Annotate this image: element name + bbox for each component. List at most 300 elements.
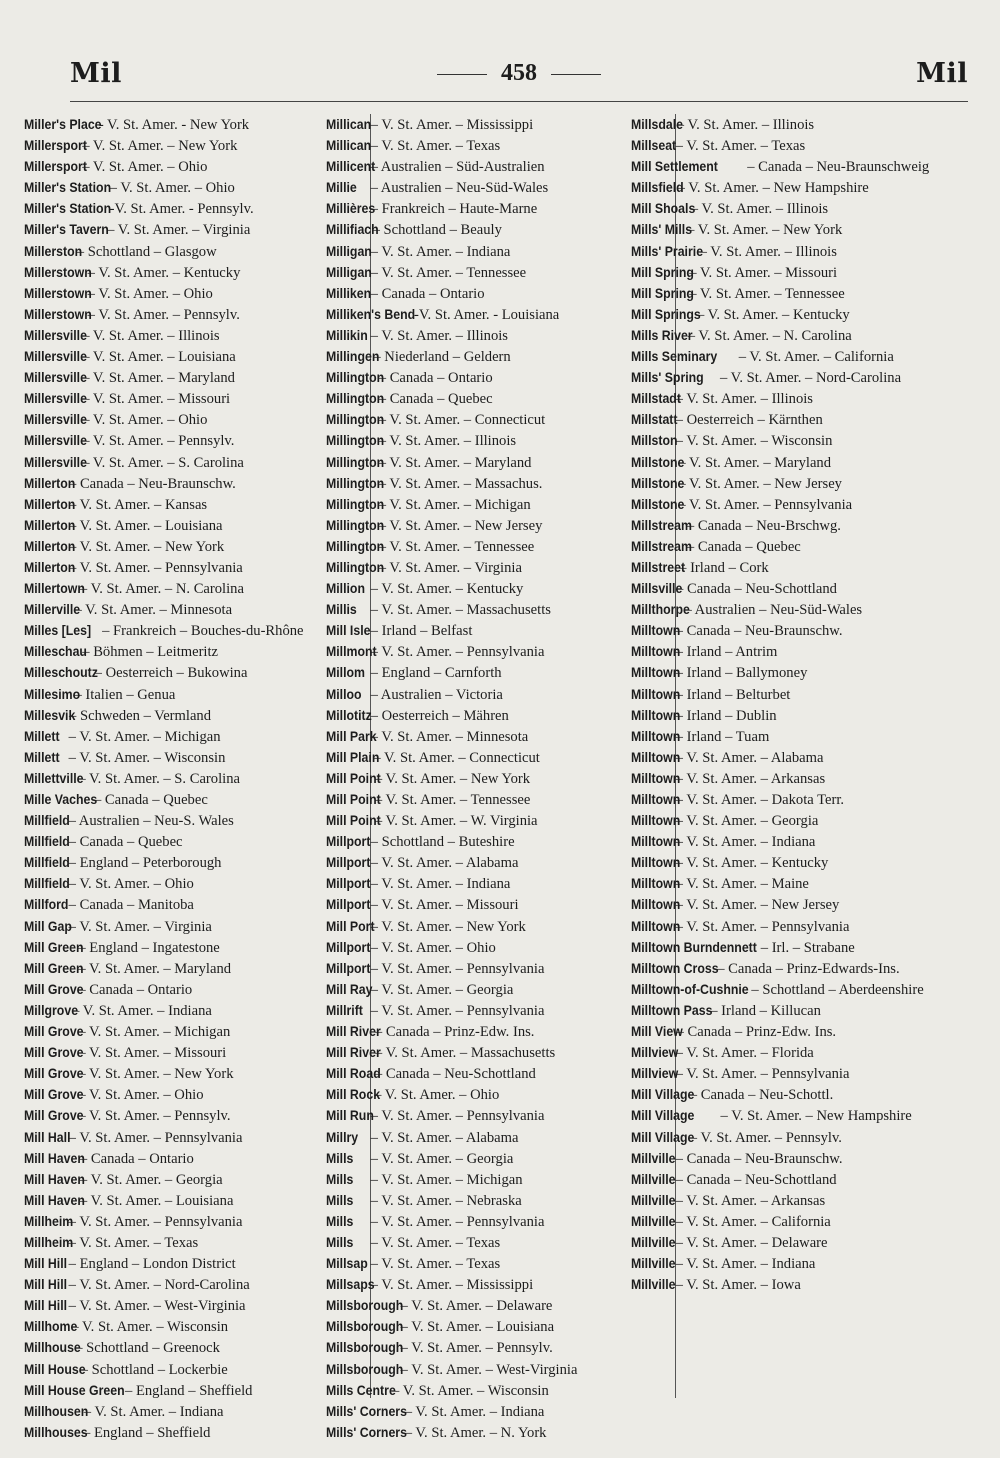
entry-location: – Irland – Belturbet [675,686,791,703]
entry-location: – Australien – Neu-Süd-Wales [370,180,549,197]
entry-location: -V. St. Amer. - Pennsylv. [109,201,254,218]
entry-location: – Schottland – Glasgow [76,243,217,260]
entry-headword: Milltown Burndennett [630,938,757,955]
entry-location: – V. St. Amer. – New York [82,138,238,155]
entry-headword: Mill River [325,1044,381,1061]
gazetteer-entry [630,1021,982,1042]
gazetteer-entry: Millotitz – Oesterreich – Mähren [325,706,509,724]
entry-location: – Canada – Quebec [68,834,183,851]
entry-location: – V. St. Amer. – Maryland [678,454,832,471]
entry-location: – V. St. Amer. – Ohio [82,412,208,429]
entry-headword: Millgrove [23,1001,79,1018]
entry-location: – V. St. Amer. – Michigan [68,728,221,745]
running-head-left: Mil [70,58,122,89]
entry-location: – V. St. Amer. – Indiana [404,1403,545,1420]
entry-location: – Irland – Antrim [675,644,778,661]
entry-headword: Millesimo [23,685,81,702]
gazetteer-entry: Mills – V. St. Amer. – Georgia [325,1149,514,1167]
entry-location: – Schweden – Vermland [69,707,212,724]
entry-location: – Schottland – Buteshire [370,834,515,851]
gazetteer-entry: Mill Gap – V. St. Amer. – Virginia [23,917,212,935]
entry-headword: Mill Grove [23,1065,84,1082]
gazetteer-entry: Millville – V. St. Amer. – Delaware [630,1233,828,1251]
gazetteer-entry: Milltown – Irland – Antrim [630,643,778,661]
gazetteer-entry: Millfield – V. St. Amer. – Ohio [23,875,194,893]
entry-headword: Millhome [23,1318,78,1335]
entry-headword: Millerville [23,601,81,618]
entry-location: – V. St. Amer. – California [675,1213,831,1230]
entry-location: – Niederland – Geldern [373,349,511,366]
entry-headword: Millington [325,390,385,407]
entry-location: – Frankreich – Bouches-du-Rhône [102,623,304,640]
entry-location: – V. St. Amer. – New Hampshire [720,1108,912,1125]
entry-headword: Millerstown [23,284,92,301]
entry-headword: Mill Village [630,1128,695,1145]
gazetteer-entry: Millsap – V. St. Amer. – Texas [325,1255,501,1273]
entry-location: – V. St. Amer. – Indiana [675,1256,816,1273]
entry-location: – England – Carnforth [370,665,502,682]
entry-location: – Schottland – Beauly [372,222,502,239]
entry-headword: Millersville [23,390,87,407]
entry-location: – England – Sheffield [83,1424,211,1441]
entry-headword: Mill Shoals [630,200,696,217]
entry-headword: Milleschoutz [23,664,98,681]
entry-location: – V. St. Amer. – Wisconsin [675,433,833,450]
gazetteer-entry: Mill Ray – V. St. Amer. – Georgia [325,980,514,998]
entry-headword: Millington [325,537,385,554]
entry-location: – V. St. Amer. – Nord-Carolina [68,1277,250,1294]
entry-headword: Millerston [23,242,83,259]
entry-location: – V. St. Amer. – New Jersey [678,475,842,492]
entry-headword: Mill Spring [630,263,694,280]
entry-headword: Millersport [23,158,87,175]
gazetteer-entry: Millmont – V. St. Amer. – Pennsylvania [325,643,545,661]
gazetteer-entry [630,937,982,958]
gazetteer-entry: Mill Run – V. St. Amer. – Pennsylvania [325,1107,545,1125]
entry-location: – Böhmen – Leitmeritz [82,644,219,661]
entry-location: – V. St. Amer. – Ohio [68,876,194,893]
entry-location: – V. St. Amer. – Michigan [370,1171,523,1188]
entry-location: – V. St. Amer. – New York [374,770,531,787]
entry-headword: Millhouses [23,1423,88,1440]
entry-location: – V. St. Amer. – Kentucky [675,855,829,872]
entry-headword: Millsfield [630,179,684,196]
entry-headword: Mills River [630,326,693,343]
entry-location: – V. St. Amer. – Pennsylv. [82,433,235,450]
entry-location: – V. St. Amer. – S. Carolina [78,770,240,787]
gazetteer-entry: Milltown – V. St. Amer. – Georgia [630,812,819,830]
entry-location: – Schottland – Lockerbie [80,1361,228,1378]
gazetteer-entry: Millville – V. St. Amer. – California [630,1212,831,1230]
entry-headword: Millington [325,516,385,533]
entry-location: – V. St. Amer. – Indiana [83,1403,224,1420]
gazetteer-entry [630,1127,982,1148]
gazetteer-entry: Millston – V. St. Amer. – Wisconsin [630,432,833,450]
entry-headword: Milles [Les] [23,622,92,639]
entry-location: – V. St. Amer. – Wisconsin [68,749,226,766]
entry-headword: Mills' Corners [325,1402,407,1419]
entry-headword: Millstone [630,474,685,491]
gazetteer-entry [630,1105,982,1126]
entry-headword: Mille Vaches [23,791,98,807]
gazetteer-entry: Mill Hill – V. St. Amer. – West-Virginia [23,1297,246,1315]
entry-location: – Canada – Quebec [686,538,801,555]
entry-location: – V. St. Amer. – Illinois [676,117,815,133]
entry-headword: Mill Spring [630,284,694,301]
entry-headword: Millersville [23,326,87,343]
gazetteer-entry: Mill Hall – V. St. Amer. – Pennsylvania [23,1128,243,1146]
entry-headword: Millstone [630,495,685,512]
entry-location: – V. St. Amer. – Ohio [78,1087,204,1104]
gazetteer-entry [630,515,982,536]
entry-headword: Millsborough [325,1297,404,1314]
entry-location: – V. St. Amer. – New York [370,918,526,935]
entry-headword: Millstreet [630,558,686,575]
gazetteer-entry [630,452,982,473]
entry-location: – Canada – Quebec [93,792,208,808]
gazetteer-entry: Millom – England – Carnforth [325,664,502,682]
entry-headword: Mill Green [23,959,84,976]
entry-location: – V. St. Amer. – Louisiana [69,517,223,534]
entry-location: – V. St. Amer. – Delaware [400,1298,553,1315]
gazetteer-entry [630,325,982,346]
entry-headword: Mill Settlement [630,158,718,175]
gazetteer-entry: Millville – V. St. Amer. – Iowa [630,1276,801,1294]
gazetteer-entry [630,578,982,599]
entry-headword: Miller's Tavern [23,221,109,238]
entry-location: – V. St. Amer. – Georgia [370,1150,514,1167]
entry-location: – Canada – Prinz-Edwards-Ins. [717,960,900,977]
gazetteer-entry: Millfield – England – Peterborough [23,854,222,872]
entry-headword: Millington [325,495,385,512]
entry-headword: Millington [325,453,385,470]
entry-location: – V. St. Amer. – Illinois [370,327,508,344]
gazetteer-entry: Millville – V. St. Amer. – Arkansas [630,1191,826,1209]
gazetteer-entry: Milltown – Irland – Belturbet [630,685,791,703]
entry-location: – V. St. Amer. – Alabama [675,749,824,766]
gazetteer-entry [630,304,982,325]
entry-headword: Mills' Spring [630,369,704,386]
gazetteer-entry: Millican – V. St. Amer. – Mississippi [325,116,534,133]
entry-headword: Mill Village [630,1086,695,1103]
entry-location: – Canada – Ontario [370,285,485,302]
gazetteer-entry [630,367,982,388]
entry-location: – V. St. Amer. – N. Carolina [687,327,852,344]
entry-headword: Mill Grove [23,1044,84,1061]
gazetteer-entry: Milliken – Canada – Ontario [325,284,485,302]
entry-location: – V. St. Amer. – Nebraska [370,1192,522,1209]
entry-location: – V. St. Amer. – Pennsylvania [678,496,853,513]
entry-location: – V. St. Amer. – Texas [370,1234,501,1251]
gazetteer-entry [630,156,982,177]
entry-headword: Millerstown [23,305,92,322]
entry-location: – Irland – Dublin [675,707,777,724]
entry-headword: Mill Green [23,938,84,955]
entry-location: – Oesterreich – Kärnthen [675,412,823,429]
gazetteer-entry: Millie – Australien – Neu-Süd-Wales [325,179,549,197]
entry-location: – V. St. Amer. – Delaware [675,1234,828,1251]
gazetteer-entry: Millport – V. St. Amer. – Alabama [325,854,519,872]
entry-location: – Schottland – Greenock [75,1340,220,1357]
gazetteer-entry [325,1316,677,1337]
entry-headword: Millersville [23,411,87,428]
gazetteer-entry [325,1359,677,1380]
entry-location: – Irland – Cork [679,559,769,576]
entry-location: – V. St. Amer. – Alabama [370,855,519,872]
gazetteer-entry: Milltown – V. St. Amer. – Maine [630,875,809,893]
entry-location: – V. St. Amer. – Illinois [699,243,837,260]
entry-location: – Canada – Neu-Schottland [374,1066,536,1083]
entry-location: – V. St. Amer. – Texas [370,1256,501,1273]
entry-location: – V. St. Amer. – S. Carolina [82,454,244,471]
entry-location: – Canada – Neu-Braunschweig [747,159,930,176]
entry-location: -V. St. Amer. - Louisiana [414,306,560,323]
gazetteer-entry: Millry – V. St. Amer. – Alabama [325,1128,519,1146]
entry-headword: Miller's Station [23,179,112,196]
entry-location: – V. St. Amer. – Massachusetts [374,1045,556,1062]
entry-location: – Canada – Ontario [78,981,193,998]
entry-headword: Mill Haven [23,1191,85,1208]
entry-headword: Mill Road [325,1065,381,1082]
gazetteer-entry [630,958,982,979]
entry-headword: Mills' Corners [325,1423,407,1440]
entry-location: – Australien – Neu-Süd-Wales [684,602,863,619]
entry-location: – V. St. Amer. – Texas [68,1234,199,1251]
gazetteer-entry: Mills – V. St. Amer. – Pennsylvania [325,1212,545,1230]
gazetteer-entry: Millview – V. St. Amer. – Florida [630,1044,814,1062]
entry-location: – V. St. Amer. – Virginia [107,222,251,239]
entry-location: – Irland – Tuam [675,728,770,745]
gazetteer-entry: Milltown – Canada – Neu-Braunschw. [630,622,843,640]
gazetteer-entry: Millstatt – Oesterreich – Kärnthen [630,411,823,429]
entry-headword: Millington [325,558,385,575]
entry-location: – V. St. Amer. – New York [78,1066,234,1083]
entry-headword: Millhousen [23,1402,89,1419]
entry-headword: Mill Haven [23,1170,85,1187]
entry-headword: Millington [325,369,385,386]
entry-location: – V. St. Amer. – Pennsylv. [78,1108,231,1125]
entry-location: – V. St. Amer. – New Jersey [378,517,543,534]
gazetteer-entry [630,1000,982,1021]
gazetteer-entry: Milltown – Irland – Tuam [630,727,770,745]
entry-headword: Mill Grove [23,1107,84,1124]
entry-location: – V. St. Amer. – Pennsylvania [370,960,545,977]
entry-location: – V. St. Amer. – Pennsylvania [370,644,545,661]
entry-headword: Mill Grove [23,980,84,997]
entry-location: – V. St. Amer. – Maryland [378,454,532,471]
gazetteer-entry [325,1422,677,1443]
entry-headword: Mill Rock [325,1086,381,1103]
entry-location: – V. St. Amer. – Pennsylvania [68,1129,243,1146]
entry-location: – Canada – Neu-Braunschw. [675,623,843,640]
entry-headword: Millhouse [23,1339,81,1356]
gazetteer-entry [630,198,982,219]
gazetteer-entry [630,979,982,1000]
entry-location: – England – London District [68,1256,236,1273]
entry-location: – V. St. Amer. – Missouri [82,391,231,408]
entry-location: – Irland – Belfast [370,623,473,640]
gazetteer-entry: Milltown – Irland – Dublin [630,706,777,724]
entry-headword: Mill Village [630,1107,695,1124]
entry-location: – V. St. Amer. – Arkansas [675,1192,826,1209]
entry-location: – V. St. Amer. – Maryland [78,960,232,977]
entry-location: – Oesterreich – Bukowina [94,665,248,682]
gazetteer-entry: Millport – Schottland – Buteshire [325,833,515,851]
entry-headword: Millstream [630,516,692,533]
entry-headword: Miller's Station [23,200,112,217]
entry-location: – Canada – Prinz-Edw. Ins. [676,1024,837,1041]
entry-location: – V. St. Amer. – Pennsylv. [87,306,240,323]
entry-headword: Milliken's Bend [325,305,416,322]
entry-location: – V. St. Amer. – Mississippi [370,1277,534,1294]
gazetteer-entry: Millfield – Australien – Neu-S. Wales [23,812,234,830]
page-header [70,58,968,92]
entry-location: – V. St. Amer. – Minnesota [74,602,233,619]
gazetteer-entry: Millville – Canada – Neu-Schottland [630,1170,837,1188]
entry-location: – V. St. Amer. – West-Virginia [400,1361,578,1378]
entry-location: – Canada – Neu-Brschwg. [686,517,841,534]
gazetteer-entry: Millheim – V. St. Amer. – Texas [23,1233,199,1251]
entry-location: – Canada – Neu-Braunschw. [69,475,236,492]
gazetteer-entry: Milltown – Irland – Ballymoney [630,664,808,682]
entry-location: – V. St. Amer. – Texas [370,138,501,155]
entry-location: – V. St. Amer. – Pennsylvania [370,1213,545,1230]
gazetteer-entry: Millford – Canada – Manitoba [23,896,194,914]
entry-location: – Canada – Neu-Schottland [676,581,837,598]
gazetteer-entry: Millikin – V. St. Amer. – Illinois [325,326,508,344]
entry-location: – V. St. Amer. – Maine [675,876,809,893]
gazetteer-entry: Millett – V. St. Amer. – Wisconsin [23,748,226,766]
gazetteer-entry [630,1084,982,1105]
entry-headword: Millstone [630,453,685,470]
entry-headword: Mill Plain [325,748,380,765]
entry-headword: Millstream [630,537,692,554]
entry-headword: Mills Seminary [630,348,718,365]
entry-location: – V. St. Amer. – Pennsylv. [400,1340,553,1357]
entry-location: – V. St. Amer. – New York [687,222,843,239]
entry-location: – V. St. Amer. – Tennessee [370,264,527,281]
gazetteer-entry: Millstadt – V. St. Amer. – Illinois [630,390,813,408]
entry-headword: Millington [325,474,385,491]
entry-location: – V. St. Amer. – Alabama [370,1129,519,1146]
gazetteer-entry [630,494,982,515]
gazetteer-entry: Millières – Frankreich – Haute-Marne [325,200,538,218]
gazetteer-entry: Mill Isle – Irland – Belfast [325,622,473,640]
entry-location: – V. St. Amer. – Illinois [675,391,813,408]
entry-headword: Mill Grove [23,1086,84,1103]
entry-location: – V. St. Amer. – Nord-Carolina [719,370,902,387]
gazetteer-entry: Milltown – V. St. Amer. – Pennsylvania [630,917,850,935]
entry-location: – V. St. Amer. – New Jersey [675,897,840,914]
entry-location: – Frankreich – Haute-Marne [370,201,538,218]
gazetteer-entry: Milltown – V. St. Amer. – Arkansas [630,769,826,787]
gazetteer-column-3 [630,114,982,1295]
entry-location: – V. St. Amer. – Pennsylvania [675,1066,850,1083]
entry-location: – Canada – Neu-Schottl. [689,1087,834,1104]
entry-location: – V. St. Amer. – Ohio [87,285,213,302]
entry-headword: Mill Point [325,812,381,829]
entry-location: – V. St. Amer. – Wisconsin [71,1319,229,1336]
entry-location: – V. St. Amer. – Pennsylvania [69,559,243,576]
entry-location: – V. St. Amer. – Illinois [82,327,220,344]
gazetteer-entry: Milltown – V. St. Amer. – Alabama [630,748,824,766]
gazetteer-entry: Million – V. St. Amer. – Kentucky [325,580,524,598]
entry-location: – Canada – Neu-Braunschw. [675,1150,843,1167]
entry-location: – V. St. Amer. – Kentucky [697,306,850,323]
entry-location: – V. St. Amer. – California [738,349,894,366]
entry-headword: Mill House Green [23,1381,125,1398]
entry-location: – V. St. Amer. – Pennsylvania [68,1213,243,1230]
gazetteer-entry: Millican – V. St. Amer. – Texas [325,137,501,155]
entry-location: – V. St. Amer. – Illinois [378,433,517,450]
entry-location: – V. St. Amer. – Ohio [82,159,208,176]
gazetteer-entry: Millport – V. St. Amer. – Indiana [325,875,511,893]
entry-headword: Mills' Mills [630,221,693,238]
entry-location: – Canada – Manitoba [68,897,194,914]
entry-headword: Millersville [23,453,87,470]
entry-location: – V. St. Amer. – Virginia [68,918,212,935]
entry-headword: Millifiach [325,221,379,238]
entry-location: – Canada – Neu-Schottland [675,1171,837,1188]
entry-location: – V. St. Amer. – Illinois [690,201,829,218]
gazetteer-entry: Mill Hill – England – London District [23,1255,236,1273]
entry-headword: Mill House [23,1360,86,1377]
entry-location: – V. St. Amer. – Iowa [675,1277,801,1294]
gazetteer-entry: Milltown – V. St. Amer. – Kentucky [630,854,829,872]
entry-headword: Mill River [325,1023,381,1040]
entry-location: – V. St. Amer. – Kansas [69,496,208,513]
entry-location: – V. St. Amer. – Indiana [675,834,816,851]
entry-location: – V. St. Amer. – Tennessee [378,538,535,555]
entry-headword: Mills Centre [325,1381,396,1398]
entry-headword: Mill Point [325,769,381,786]
gazetteer-entry: Milligan – V. St. Amer. – Tennessee [325,263,527,281]
entry-headword: Miller's Place [23,116,102,132]
gazetteer-entry: Millett – V. St. Amer. – Michigan [23,727,221,745]
gazetteer-entry: Millport – V. St. Amer. – Missouri [325,896,519,914]
entry-headword: Millerstown [23,263,92,280]
entry-location: – England – Ingatestone [78,939,220,956]
gazetteer-entry: Mill Hill – V. St. Amer. – Nord-Carolina [23,1276,250,1294]
entry-location: – V. St. Amer. – N. Carolina [79,581,244,598]
gazetteer-entry: Millville – Canada – Neu-Braunschw. [630,1149,843,1167]
gazetteer-entry: Milltown – V. St. Amer. – New Jersey [630,896,840,914]
header-dash [437,74,487,75]
entry-headword: Millington [325,411,385,428]
gazetteer-entry: Mill Park – V. St. Amer. – Minnesota [325,727,529,745]
entry-location: – V. St. Amer. – Louisiana [79,1192,234,1209]
gazetteer-entry [630,473,982,494]
entry-location: – V. St. Amer. – W. Virginia [374,813,538,830]
running-head-right: Mil [916,58,968,89]
entry-headword: Millington [325,432,385,449]
header-rule [70,101,968,102]
gazetteer-entry: Milligan – V. St. Amer. – Indiana [325,242,511,260]
gazetteer-entry [630,346,982,367]
gazetteer-entry: Millport – V. St. Amer. – Pennsylvania [325,959,545,977]
entry-headword: Millsborough [325,1360,404,1377]
gazetteer-entry [630,599,982,620]
entry-location: – V. St. Amer. – New Hampshire [677,180,869,197]
entry-headword: Mill Springs [630,305,701,322]
gazetteer-entry [630,262,982,283]
entry-location: – V. St. Amer. – Indiana [370,243,511,260]
entry-location: – V. St. Amer. – New York [69,538,225,555]
gazetteer-entry: Millheim – V. St. Amer. – Pennsylvania [23,1212,243,1230]
entry-location: – Canada – Prinz-Edw. Ins. [374,1024,535,1041]
entry-location: – Canada – Quebec [378,391,493,408]
entry-location: – V. St. Amer. – Texas [675,138,806,155]
